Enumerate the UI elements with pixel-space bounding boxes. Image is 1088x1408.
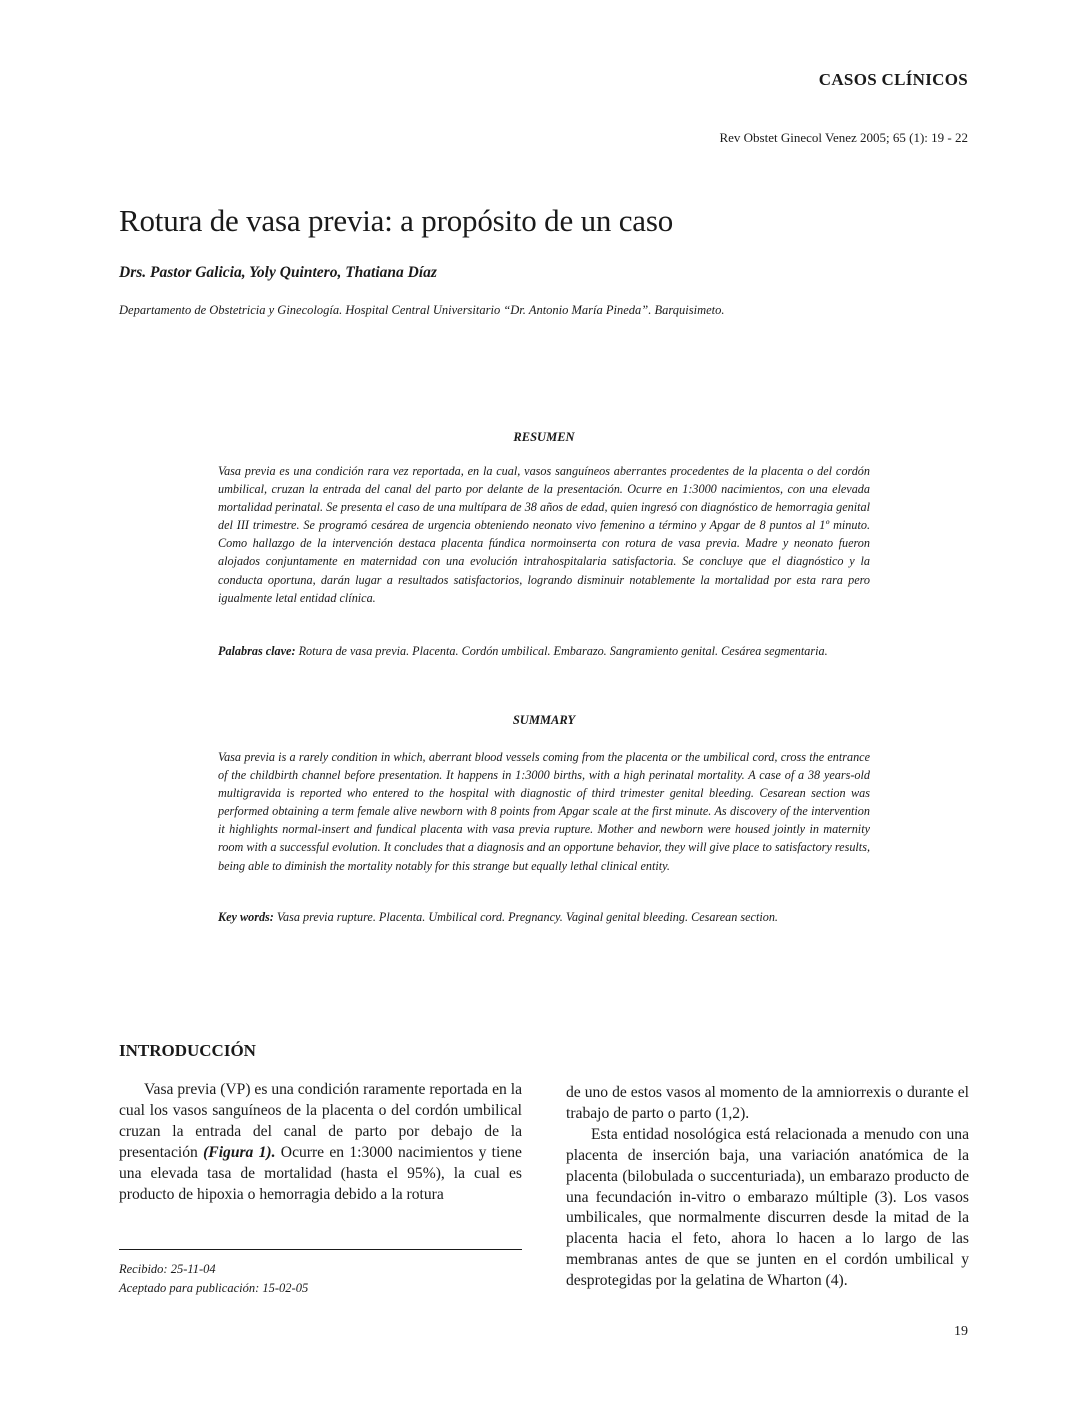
journal-citation: Rev Obstet Ginecol Venez 2005; 65 (1): 19 - 22 [719,130,968,145]
figure-1-reference: (Figura 1). [203,1143,276,1161]
resumen-keywords [218,642,870,660]
resumen-keywords-text: Rotura de vasa previa. Placenta. Cordón umbilical. Embarazo. Sangramiento genital. Cesárea segmentaria. [298,644,828,658]
resumen-heading: RESUMEN [513,430,575,444]
summary-heading: SUMMARY [512,713,576,727]
summary-keywords [218,908,870,926]
article-affiliation: Departamento de Obstetricia y Ginecología. Hospital Central Universitario “Dr. Antonio María Pineda”. Barquisimeto. [119,303,725,317]
summary-keywords-text: Vasa previa rupture. Placenta. Umbilical cord. Pregnancy. Vaginal genital bleeding. Cesarean section. [276,910,778,924]
footnote [119,1260,308,1298]
introduction-heading: INTRODUCCIÓN [119,1041,256,1060]
right-column [566,1083,969,1292]
article-authors: Drs. Pastor Galicia, Yoly Quintero, Thatiana Díaz [119,264,437,281]
page-number: 19 [954,1324,968,1339]
resumen-text: Vasa previa es una condición rara vez reportada, en la cual, vasos sanguíneos aberrantes procedentes de la placenta o del cordón umbilical, cruzan la entrada del canal del parto por delante de la presentación. Ocurre en 1:3000 nacimientos, con una elevada mortalidad perinatal. Se presenta el caso de una multípara de 38 años de edad, quien ingresó con diagnóstico de hemorragia genital del III trimestre. Se programó cesárea de urgencia obteniendo neonato vivo femenino a término y Apgar de 8 puntos al 1º minuto. Como hallazgo de la intervención destaca placenta fúndica normoinserta con rotura de vasa previa. Madre y neonato fueron alojados conjuntamente en maternidad con una evolución intrahospitalaria satisfactoria. Se concluye que el diagnóstico y la conducta oportuna, darán lugar a resultados satisfactorios, logrando disminuir notablemente la mortalidad por esta rara pero igualmente letal entidad clínica. [218,464,870,605]
article-title: Rotura de vasa previa: a propósito de un caso [119,203,673,238]
left-column [119,1080,522,1205]
intro-paragraph-1-continued: de uno de estos vasos al momento de la amniorrexis o durante el trabajo de parto o parto (1,2). [566,1084,969,1122]
accepted-date: Aceptado para publicación: 15-02-05 [119,1281,309,1295]
intro-p1-end: Ocurre en 1:3000 nacimientos y tiene una elevada tasa de mortalidad (hasta el 95%), la cual es producto de hipoxia o hemorragia debido a la rotura [119,1143,522,1203]
journal-section-label: CASOS CLÍNICOS [818,70,968,89]
footnote-divider [119,1249,522,1250]
intro-paragraph-1 [119,1080,522,1205]
received-date: Recibido: 25-11-04 [119,1262,216,1276]
intro-paragraph-2: Esta entidad nosológica está relacionada a menudo con una placenta de inserción baja, una variación anatómica de la placenta (bilobulada o succenturiada), un embarazo producto de una fecundación in-vitro o embarazo múltiple (3). Los vasos umbilicales, que normalmente discurren desde la mitad de la placenta hacia el feto, ahora lo hacen a lo largo de las membranas antes de que se junten en el cordón umbilical y desprotegidas por la gelatina de Wharton (4). [566,1125,969,1290]
summary-text: Vasa previa is a rarely condition in which, aberrant blood vessels coming from the placenta or the umbilical cord, cross the entrance of the childbirth channel before presentation. It happens in 1:3000 births, with a high perinatal mortality. A case of a 38 years-old multigravida is reported who entered to the hospital with diagnostic of third trimester genital bleeding. Cesarean section was performed obtaining a term female alive newborn with 8 points from Apgar scale at the first minute. As discovery of the intervention it highlights normal-insert and fundical placenta with vasa previa rupture. Mother and newborn were housed jointly in maternity room with a successful evolution. It concludes that a diagnosis and an opportune behavior, they will give place to satisfactory results, being able to diminish the mortality notably for this strange but equally lethal clinical entity. [218,750,870,873]
summary-keywords-label: Key words: [218,910,274,924]
intro-p1-start: Vasa previa (VP) es una condición raramente reportada en la cual los vasos sanguíneos de la placenta o del cordón umbilical cruzan la entrada del canal de parto por debajo de la presentación [119,1081,522,1161]
resumen-keywords-label: Palabras clave: [218,644,296,658]
